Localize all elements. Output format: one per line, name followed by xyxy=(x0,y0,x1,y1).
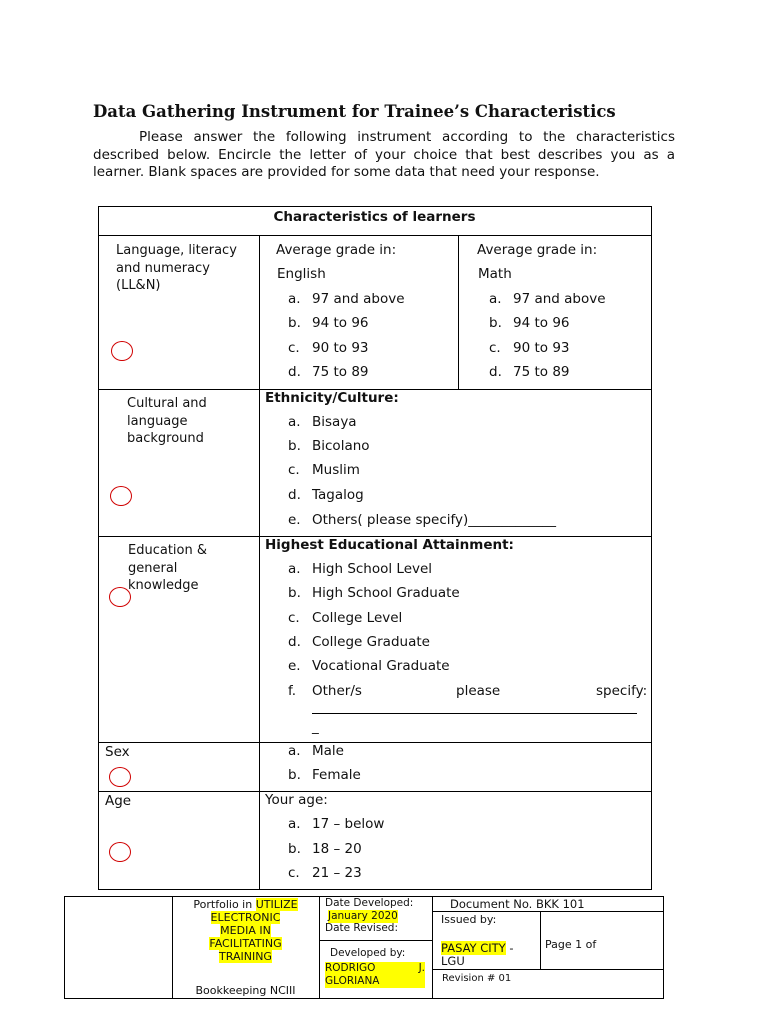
red-circle-mark xyxy=(111,341,133,361)
age-heading: Your age: xyxy=(265,792,328,808)
developer-part: GLORIANA xyxy=(325,975,380,987)
option-letter: c. xyxy=(288,865,300,881)
option-text: College Graduate xyxy=(312,634,430,650)
revision-number: Revision # 01 xyxy=(442,973,512,984)
option-letter: d. xyxy=(288,634,301,650)
math-heading: Average grade in: xyxy=(477,242,598,258)
issuer-name-2: LGU xyxy=(441,954,465,968)
lln-label: Language, literacy and numeracy (LL&N) xyxy=(116,243,237,293)
option-text: 17 – below xyxy=(312,816,385,832)
option-letter: d. xyxy=(288,487,301,503)
education-option-c[interactable] xyxy=(288,610,402,626)
option-text: 75 to 89 xyxy=(513,364,570,380)
math-option-b[interactable] xyxy=(489,315,570,331)
option-text: High School Level xyxy=(312,561,433,577)
option-letter: f. xyxy=(288,683,297,699)
option-letter: a. xyxy=(288,816,301,832)
option-text: 97 and above xyxy=(312,291,405,307)
page-number: Page 1 of xyxy=(545,938,597,951)
option-text: High School Graduate xyxy=(312,585,460,601)
culture-heading: Ethnicity/Culture: xyxy=(265,390,399,406)
math-option-c[interactable] xyxy=(489,340,570,356)
portfolio-prefix: Portfolio in xyxy=(193,898,253,911)
math-option-a[interactable] xyxy=(489,291,606,307)
education-option-f[interactable] xyxy=(288,683,648,699)
developer-name xyxy=(325,962,425,988)
sex-label: Sex xyxy=(105,744,130,760)
education-option-d[interactable] xyxy=(288,634,430,650)
document-title: Data Gathering Instrument for Trainee’s Characteristics xyxy=(93,102,616,121)
education-option-e[interactable] xyxy=(288,658,450,674)
math-option-d[interactable] xyxy=(489,364,570,380)
option-text: 90 to 93 xyxy=(513,340,570,356)
option-letter: b. xyxy=(288,767,301,783)
culture-label: Cultural and language background xyxy=(127,396,207,446)
education-heading: Highest Educational Attainment: xyxy=(265,537,514,553)
culture-option-e[interactable] xyxy=(288,512,556,528)
course-name: Bookkeeping NCIII xyxy=(195,984,296,997)
option-text: Other/s xyxy=(312,683,362,699)
option-text: 21 – 23 xyxy=(312,865,362,881)
option-text: 94 to 96 xyxy=(312,315,369,331)
age-option-c[interactable] xyxy=(288,865,362,881)
issuer xyxy=(441,942,514,968)
culture-option-d[interactable] xyxy=(288,487,364,503)
red-circle-mark xyxy=(110,486,132,506)
blank-tail: _ xyxy=(312,719,319,735)
developer-part: J. xyxy=(418,962,425,974)
option-text: Others( please specify)_____________ xyxy=(312,512,557,528)
option-text: College Level xyxy=(312,610,403,626)
option-letter: a. xyxy=(288,291,301,307)
issuer-dash: - xyxy=(509,941,514,955)
portfolio-title-4: FACILITATING xyxy=(209,937,282,950)
option-text: 97 and above xyxy=(513,291,606,307)
education-option-b[interactable] xyxy=(288,585,460,601)
math-subject: Math xyxy=(478,266,512,282)
option-letter: e. xyxy=(288,658,301,674)
option-letter: c. xyxy=(288,340,300,356)
english-option-a[interactable] xyxy=(288,291,405,307)
portfolio-title-1: UTILIZE xyxy=(255,898,298,911)
option-text: Female xyxy=(312,767,361,783)
education-label: Education & general knowledge xyxy=(128,543,207,593)
option-letter: c. xyxy=(288,462,300,478)
age-label: Age xyxy=(105,793,132,809)
culture-option-c[interactable] xyxy=(288,462,360,478)
portfolio-title-3: MEDIA IN xyxy=(220,924,271,937)
option-letter: b. xyxy=(288,841,301,857)
option-text: please xyxy=(456,683,501,699)
option-text: Tagalog xyxy=(312,487,364,503)
education-option-a[interactable] xyxy=(288,561,432,577)
english-subject: English xyxy=(277,266,326,282)
instructions-paragraph: Please answer the following instrument according to the characteristics described below. Encircle the letter of your choice that best describes you as a learner. Blank spaces are provided for some data that need your response. xyxy=(93,129,675,180)
option-letter: b. xyxy=(288,315,301,331)
option-letter: c. xyxy=(489,340,501,356)
option-text: Bicolano xyxy=(312,438,370,454)
option-text: Bisaya xyxy=(312,414,357,430)
age-option-a[interactable] xyxy=(288,816,384,832)
sex-option-a[interactable] xyxy=(288,743,344,759)
option-text: 75 to 89 xyxy=(312,364,369,380)
english-heading: Average grade in: xyxy=(276,242,397,258)
option-letter: a. xyxy=(489,291,502,307)
red-circle-mark xyxy=(109,767,131,787)
option-letter: c. xyxy=(288,610,300,626)
date-developed: January 2020 xyxy=(328,910,398,922)
portfolio-title-2: ELECTRONIC xyxy=(210,911,281,924)
option-letter: a. xyxy=(288,561,301,577)
english-option-b[interactable] xyxy=(288,315,369,331)
table-header: Characteristics of learners xyxy=(273,209,476,225)
english-option-d[interactable] xyxy=(288,364,369,380)
option-text: Vocational Graduate xyxy=(312,658,450,674)
developer-part: RODRIGO xyxy=(325,962,376,974)
option-letter: b. xyxy=(489,315,502,331)
option-text: 94 to 96 xyxy=(513,315,570,331)
sex-option-b[interactable] xyxy=(288,767,361,783)
red-circle-mark xyxy=(109,842,131,862)
date-developed-label: Date Developed: xyxy=(325,897,414,909)
option-letter: d. xyxy=(489,364,502,380)
age-option-b[interactable] xyxy=(288,841,362,857)
culture-option-a[interactable] xyxy=(288,414,357,430)
option-letter: e. xyxy=(288,512,301,528)
red-circle-mark xyxy=(109,587,131,607)
english-option-c[interactable] xyxy=(288,340,369,356)
portfolio-title-5: TRAINING xyxy=(219,950,272,963)
date-revised-label: Date Revised: xyxy=(325,922,398,934)
option-letter: a. xyxy=(288,414,301,430)
developed-by-label: Developed by: xyxy=(330,947,406,959)
culture-option-b[interactable] xyxy=(288,438,370,454)
option-text: Muslim xyxy=(312,462,360,478)
document-number: Document No. BKK 101 xyxy=(450,897,585,911)
portfolio-title xyxy=(172,898,319,963)
option-letter: b. xyxy=(288,438,301,454)
fill-in-blank-line[interactable] xyxy=(312,713,637,714)
option-text: 90 to 93 xyxy=(312,340,369,356)
option-text: specify: xyxy=(596,683,648,699)
issuer-name: PASAY CITY xyxy=(441,941,506,955)
option-text: 18 – 20 xyxy=(312,841,362,857)
option-text: Male xyxy=(312,743,344,759)
option-letter: d. xyxy=(288,364,301,380)
option-letter: a. xyxy=(288,743,301,759)
issued-by-label: Issued by: xyxy=(441,913,497,926)
option-letter: b. xyxy=(288,585,301,601)
